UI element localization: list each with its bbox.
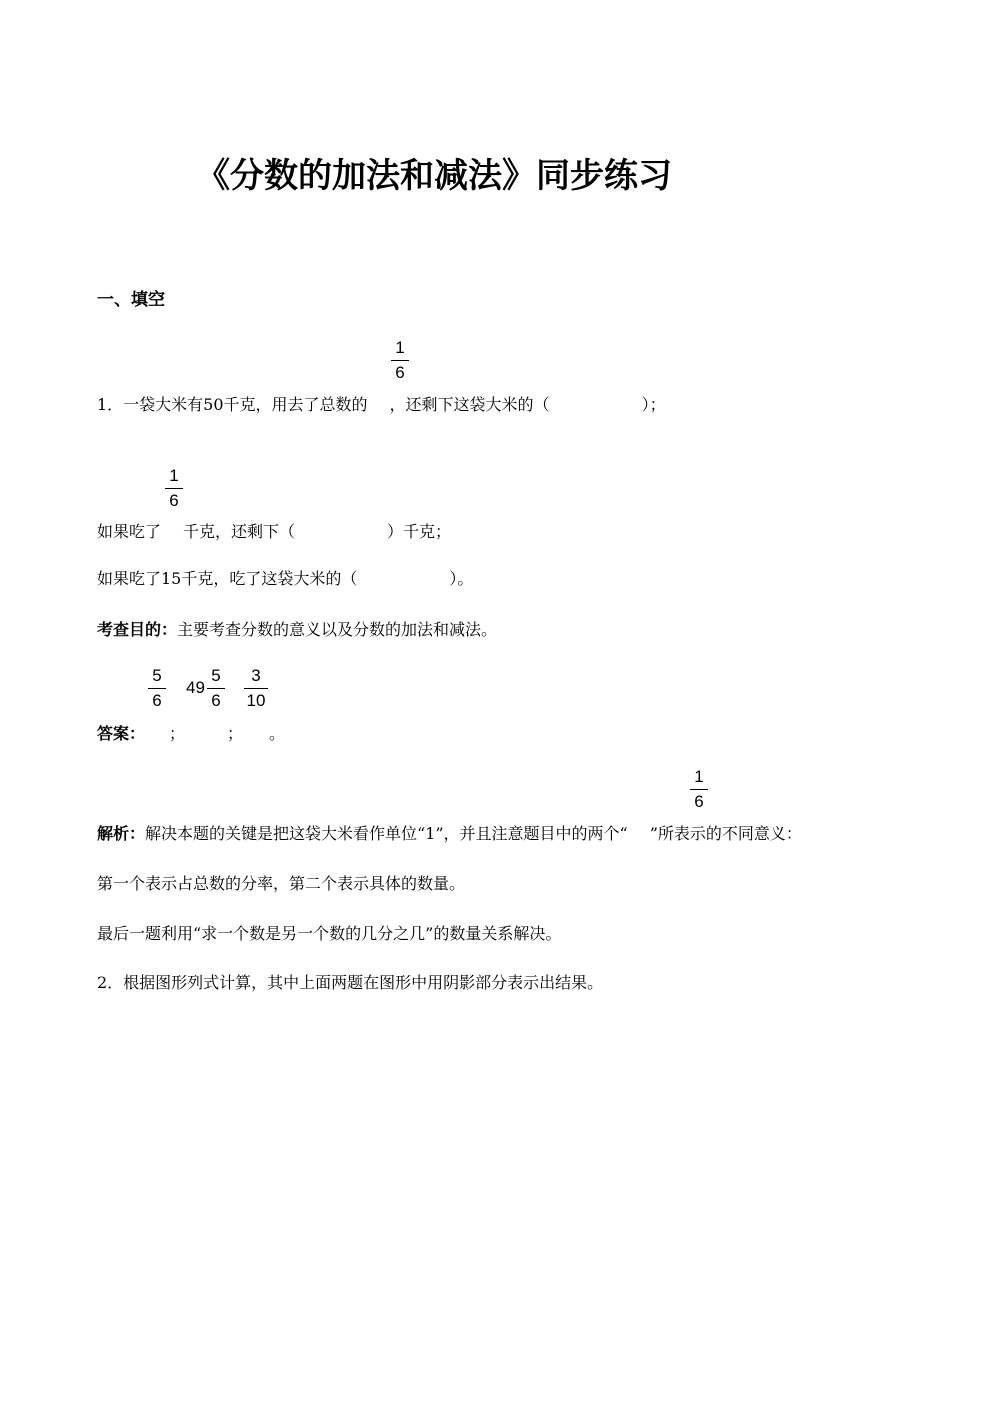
question-1-line-1	[97, 393, 666, 417]
fraction-denominator: 6	[169, 491, 179, 510]
fraction-denominator: 6	[395, 363, 405, 382]
answer-end: 。	[269, 724, 286, 743]
purpose-text: 主要考查分数的意义以及分数的加法和减法。	[177, 620, 498, 639]
fraction-bar	[244, 688, 268, 689]
line-3-text-b: ）。	[449, 569, 474, 588]
question-1-line-2	[97, 520, 451, 544]
answer-whole-number: 49	[186, 678, 205, 697]
fraction-bar	[391, 360, 409, 361]
fraction-numerator: 1	[694, 767, 704, 786]
question-1-text-b: ，还剩下这袋大米的（	[389, 395, 550, 414]
fraction-denominator: 6	[152, 691, 162, 710]
answer-fraction-a	[148, 666, 166, 711]
fraction-bar	[165, 488, 183, 489]
answer-fraction-c	[244, 666, 268, 711]
fraction-numerator: 5	[152, 666, 162, 685]
analysis-line-2: 第一个表示占总数的分率，第二个表示具体的数量。	[97, 874, 466, 893]
analysis-line-1	[97, 822, 802, 846]
fraction-numerator: 3	[251, 666, 261, 685]
answer-line	[97, 722, 285, 746]
purpose-label: 考查目的：	[97, 620, 178, 639]
analysis-text-b: ”所表示的不同意义：	[649, 824, 802, 843]
question-2: 2．根据图形列式计算，其中上面两题在图形中用阴影部分表示出结果。	[97, 973, 604, 992]
line-2-text-a: 如果吃了	[97, 522, 162, 541]
analysis-label: 解析：	[97, 824, 146, 843]
fraction-bar	[148, 688, 166, 689]
question-1-text-c: ）；	[641, 395, 666, 414]
fraction-one-sixth-line-2	[165, 466, 183, 511]
analysis-fraction	[690, 767, 708, 812]
section-heading: 一、填空	[97, 290, 165, 310]
fraction-denominator: 6	[211, 691, 221, 710]
fraction-denominator: 6	[694, 792, 704, 811]
fraction-bar	[207, 688, 225, 689]
fraction-one-sixth-q1	[391, 338, 409, 383]
line-2-text-c: ）千克；	[387, 522, 452, 541]
analysis-text-a: 解决本题的关键是把这袋大米看作单位“1”，并且注意题目中的两个“	[145, 824, 628, 843]
page-title: 《分数的加法和减法》同步练习	[196, 156, 672, 196]
analysis-line-3: 最后一题利用“求一个数是另一个数的几分之几”的数量关系解决。	[97, 924, 562, 943]
answer-label: 答案：	[97, 724, 146, 743]
line-2-text-b: 千克，还剩下（	[183, 522, 296, 541]
fraction-numerator: 1	[395, 338, 405, 357]
answer-fraction-b	[207, 666, 225, 711]
fraction-numerator: 5	[211, 666, 221, 685]
fraction-denominator: 10	[246, 691, 266, 710]
fraction-numerator: 1	[169, 466, 179, 485]
purpose-line	[97, 618, 497, 642]
line-3-text-a: 如果吃了15千克，吃了这袋大米的（	[97, 569, 358, 588]
answer-separator-1: ；	[169, 724, 186, 743]
question-1-line-3	[97, 567, 473, 591]
question-1-text-a: 1．一袋大米有50千克，用去了总数的	[97, 395, 368, 414]
fraction-bar	[690, 789, 708, 790]
answer-separator-2: ；	[227, 724, 244, 743]
